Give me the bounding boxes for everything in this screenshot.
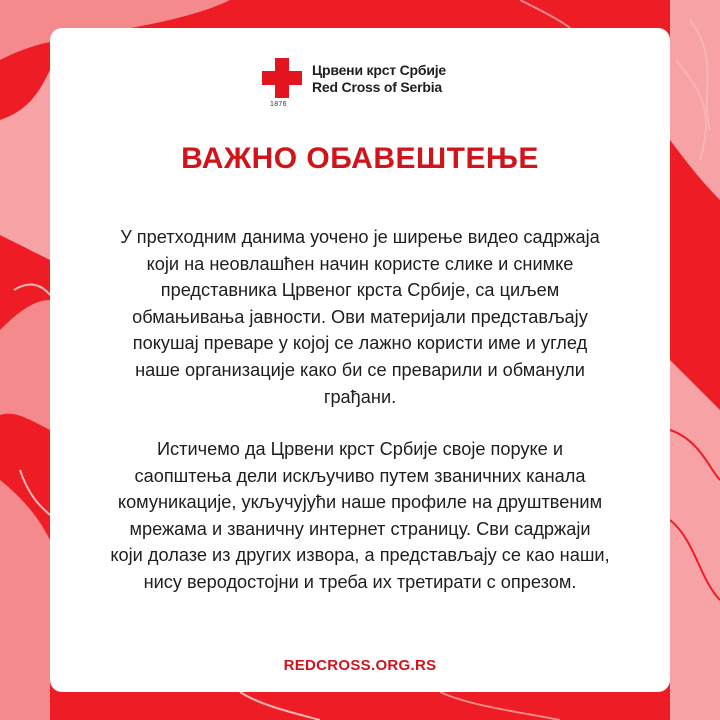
text-line: наше организације како би се преварили и обманули <box>135 359 585 380</box>
organization-name <box>312 62 446 96</box>
red-cross-icon <box>262 58 302 98</box>
text-line: грађани. <box>323 386 397 407</box>
text-line: који на неовлашћен начин користе слике и снимке <box>146 253 574 274</box>
notice-title: ВАЖНО ОБАВЕШТЕЊЕ <box>181 142 539 175</box>
logo-year: 1876 <box>270 101 287 108</box>
paragraph-1 <box>50 224 670 410</box>
red-cross-logo <box>262 58 482 114</box>
organization-name-cyrillic: Црвени крст Србије <box>312 62 447 78</box>
text-line: комуникације, укључујући наше профиле на друштвеним <box>117 492 603 513</box>
notice-card <box>50 28 670 692</box>
text-line: представника Црвеног крста Србије, са циљем <box>160 280 560 301</box>
text-line: који долазе из других извора, а представљају се као наши, <box>110 545 610 566</box>
website-link[interactable]: REDCROSS.ORG.RS <box>283 657 437 674</box>
text-line: мрежама и званичну интернет страницу. Сви садржаји <box>129 518 591 539</box>
text-line: покушај преваре у којој се лажно користи име и углед <box>132 333 588 354</box>
text-line: нису веродостојни и треба их третирати с опрезом. <box>143 571 577 592</box>
text-line: Истичемо да Црвени крст Србије своје поруке и <box>156 439 563 459</box>
text-line: У претходним данима уочено је ширење видео садржаја <box>120 227 600 247</box>
organization-name-latin: Red Cross of Serbia <box>312 79 443 95</box>
text-line: обмањивања јавности. Ови материјали представљају <box>132 306 588 327</box>
text-line: саопштења дели искључиво путем званичних канала <box>134 465 586 486</box>
paragraph-2 <box>50 436 670 596</box>
